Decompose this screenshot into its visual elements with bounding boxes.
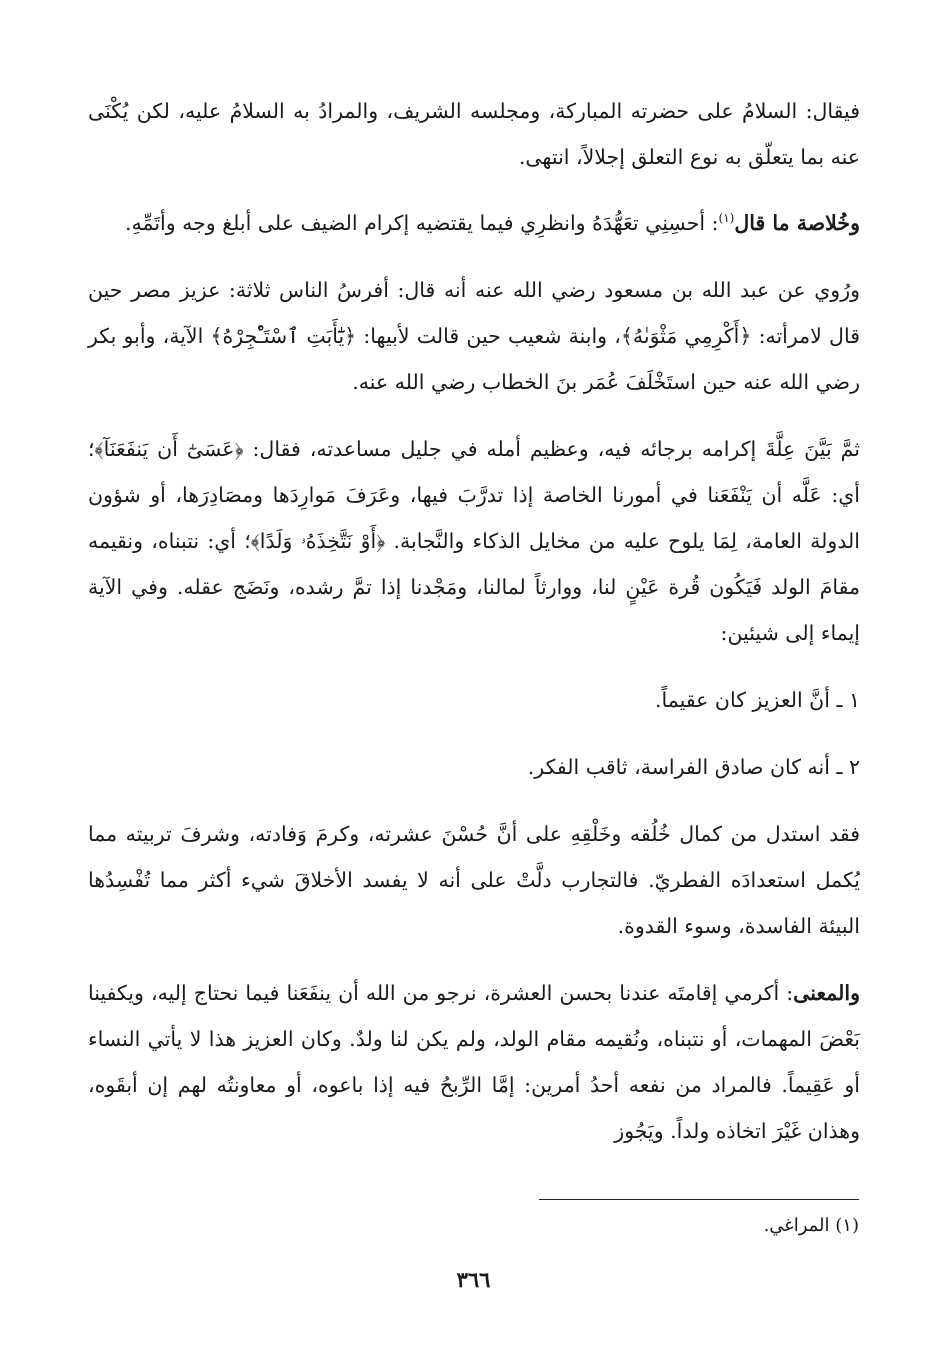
footnote-reference[interactable]: (١): [718, 211, 735, 226]
page-body: [88, 88, 860, 1175]
paragraph-8-lead: والمعنى: [793, 981, 860, 1005]
paragraph-2: [88, 200, 860, 246]
footnote: [764, 1212, 859, 1240]
footnote-text: المراغي.: [763, 1215, 830, 1236]
page-number: ٣٦٦: [456, 1267, 491, 1292]
list-item-1: ١ ـ أنَّ العزيز كان عقيماً.: [655, 688, 860, 712]
paragraph-7: فقد استدل من كمال خُلُقه وخَلْقِهِ على أنَّ حُسْنَ عشرته، وكرمَ وَفادته، وشرفَ تربيته مما يُكمل استعدادَه الفطريّ. فالتجارب دلَّتْ على أنه لا يفسد الأخلاقَ شيء أكثر مما تُفْسِدُها البيئة الفاسدة، وسوء القدوة.: [88, 822, 860, 938]
paragraph-8: [88, 970, 860, 1154]
paragraph-8-text: : أكرمي إقامتَه عندنا بحسن العشرة، نرجو من الله أن ينفَعَنا فيما نحتاج إليه، ويكفينا بَعْضَ المهمات، أو نتبناه، ونُقيمه مقام الولد، ولم يكن لنا ولدٌ. وكان العزيز هذا لا يأتي النساء أو عَقِيماً. فالمراد من نفعه أحدُ أمرين: إمَّا الرِّبحُ فيه إذا باعوه، أو معاونتُه لهم إن أبقَوه، وهذان غَيْرَ اتخاذه ولداً. ويَجُوز: [88, 981, 860, 1143]
paragraph-2-text: : أحسِنِي تعَهُّدَهُ وانظرِي فيما يقتضيه إكرام الضيف على أبلغ وجه وأتَمِّهِ.: [124, 211, 719, 235]
paragraph-1: فيقال: السلامُ على حضرته المباركة، ومجلسه الشريف، والمرادُ به السلامُ عليه، لكن يُكْنَى عنه بما يتعلّق به نوع التعلق إجلالاً، انتهى.: [88, 99, 860, 169]
footnote-divider: [539, 1199, 859, 1200]
paragraph-2-lead: وخُلاصة ما قال: [734, 211, 860, 235]
paragraph-3: ورُوي عن عبد الله بن مسعود رضي الله عنه أنه قال: أفرسُ الناس ثلاثة: عزيز مصر حين قال لامرأته: ﴿أَكْرِمِي مَثْوَىٰهُ﴾، وابنة شعيب حين قالت لأبيها: ﴿يَٰٓأَبَتِ ٱسْتَـْٔجِرْهُ﴾ الآية، وأبو بكر رضي الله عنه حين استَخْلَفَ عُمَر بنَ الخطاب رضي الله عنه.: [88, 278, 860, 394]
paragraph-4: ثمَّ بَيَّنَ عِلَّةَ إكرامه برجائه فيه، وعظيم أمله في جليل مساعدته، فقال: ﴿عَسَىٰٓ أَن يَنفَعَنَآ﴾؛ أي: عَلَّه أن يَنْفَعَنا في أمورنا الخاصة إذا تدرَّبَ فيها، وعَرَفَ مَوارِدَها ومصَادِرَها، أو شؤون الدولة العامة، لِمَا يلوح عليه من مخايل الذكاء والنَّجابة. ﴿أَوْ نَتَّخِذَهُۥ وَلَدًا﴾؛ أي: نتبناه، ونقيمه مقامَ الولد فَيَكُون قُرة عَيْنٍ لنا، ووارثاً لمالنا، ومَجْدنا إذا تمَّ رشده، ونَضَج عقله. وفي الآية إيماء إلى شيئين:: [88, 437, 860, 645]
footnote-marker: (١): [835, 1215, 859, 1236]
list-item-2: ٢ ـ أنه كان صادق الفراسة، ثاقب الفكر.: [527, 755, 860, 779]
